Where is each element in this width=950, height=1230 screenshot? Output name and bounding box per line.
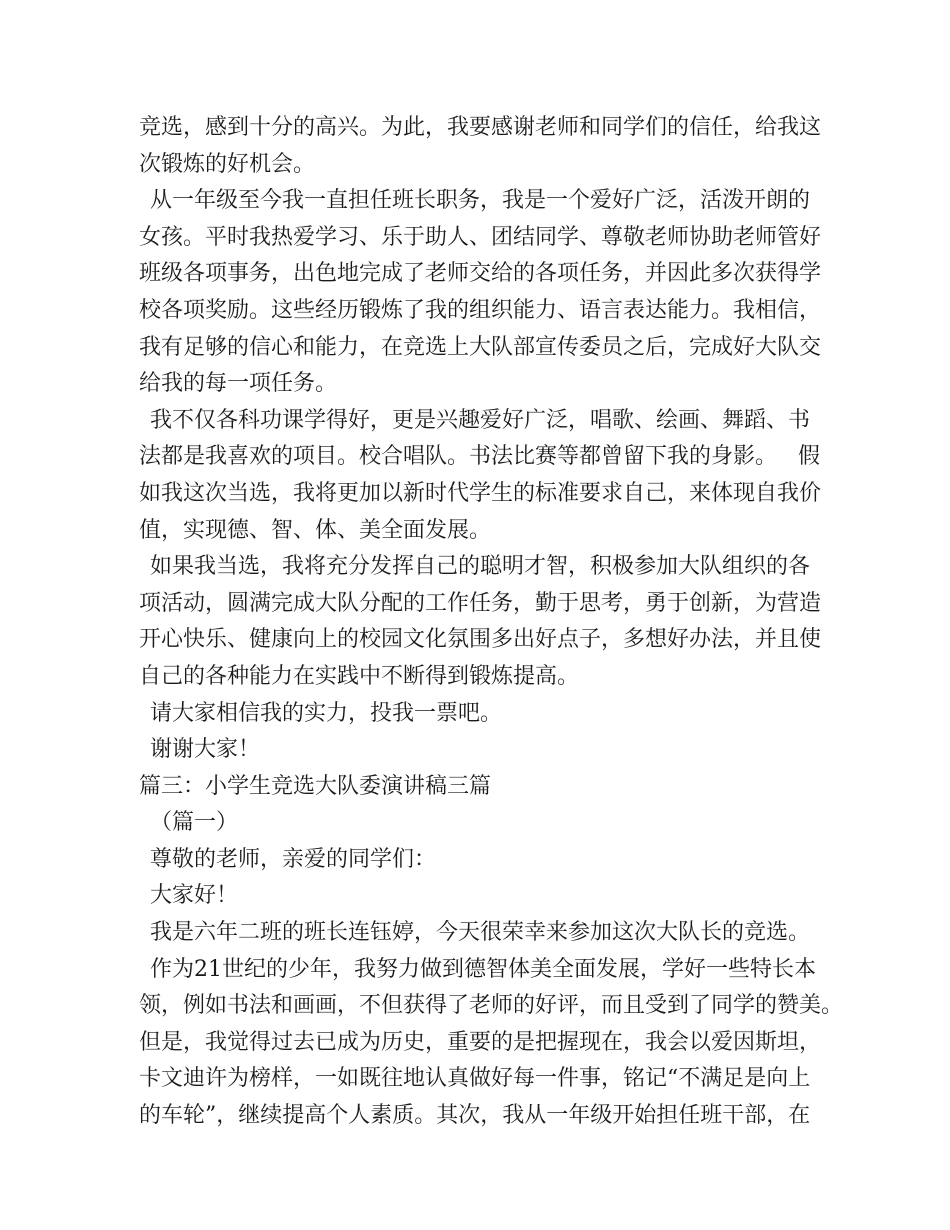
text-line: 如我这次当选，我将更加以新时代学生的标准要求自己，来体现自我价 bbox=[139, 480, 822, 506]
text-line: 次锻炼的好机会。 bbox=[139, 151, 316, 177]
text-line: 法都是我喜欢的项目。校合唱队。书法比赛等都曾留下我的身影。 假 bbox=[139, 444, 820, 470]
text-line: 尊敬的老师，亲爱的同学们： bbox=[150, 846, 437, 872]
text-line: 自己的各种能力在实践中不断得到锻炼提高。 bbox=[139, 663, 580, 689]
text-line: 竞选，感到十分的高兴。为此，我要感谢老师和同学们的信任，给我这 bbox=[139, 115, 822, 140]
text-line: 请大家相信我的实力，投我一票吧。 bbox=[150, 700, 503, 726]
text-line: 卡文迪许为榜样，一如既往地认真做好每一件事，铭记“不满足是向上 bbox=[139, 1066, 811, 1092]
text-line: 谢谢大家！ bbox=[150, 737, 261, 763]
text-line: 我是六年二班的班长连钰婷，今天很荣幸来参加这次大队长的竞选。 bbox=[150, 920, 811, 946]
text-line: 作为21世纪的少年，我努力做到德智体美全面发展，学好一些特长本 bbox=[150, 956, 816, 982]
text-line: 我不仅各科功课学得好，更是兴趣爱好广泛，唱歌、绘画、舞蹈、书 bbox=[150, 407, 811, 433]
text-line: 的车轮”，继续提高个人素质。其次，我从一年级开始担任班干部，在 bbox=[139, 1103, 811, 1129]
text-line: 女孩。平时我热爱学习、乐于助人、团结同学、尊敬老师协助老师管好 bbox=[139, 224, 822, 250]
text-line: 但是，我觉得过去已成为历史，重要的是把握现在，我会以爱因斯坦， bbox=[139, 1029, 822, 1055]
text-line: 给我的每一项任务。 bbox=[139, 371, 338, 397]
text-line: 开心快乐、健康向上的校园文化氛围多出好点子，多想好办法，并且使 bbox=[139, 627, 822, 653]
text-line: 大家好！ bbox=[150, 883, 239, 909]
document-body bbox=[139, 110, 844, 1135]
text-line: 我有足够的信心和能力，在竞选上大队部宣传委员之后，完成好大队交 bbox=[139, 334, 822, 360]
text-line: 校各项奖励。这些经历锻炼了我的组织能力、语言表达能力。我相信， bbox=[139, 297, 822, 323]
text-line: 班级各项事务，出色地完成了老师交给的各项任务，并因此多次获得学 bbox=[139, 261, 822, 287]
text-line: 领，例如书法和画画，不但获得了老师的好评，而且受到了同学的赞美。 bbox=[139, 993, 844, 1019]
text-line: 如果我当选，我将充分发挥自己的聪明才智，积极参加大队组织的各 bbox=[150, 554, 811, 580]
text-line: 值，实现德、智、体、美全面发展。 bbox=[139, 517, 492, 543]
section-heading: 篇三：小学生竞选大队委演讲稿三篇 bbox=[139, 773, 492, 799]
text-line: 从一年级至今我一直担任班长职务，我是一个爱好广泛，活泼开朗的 bbox=[150, 188, 811, 214]
text-line: 项活动，圆满完成大队分配的工作任务，勤于思考，勇于创新，为营造 bbox=[139, 590, 822, 616]
text-line: （篇一） bbox=[150, 810, 239, 836]
